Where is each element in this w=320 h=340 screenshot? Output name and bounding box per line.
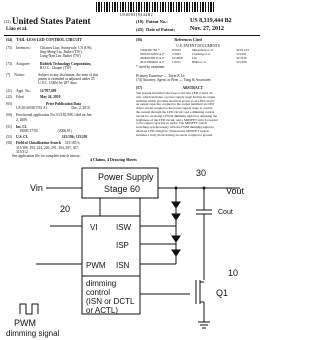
- int-year: (2006.01): [57, 129, 72, 134]
- examiner-label: Primary Examiner: [136, 73, 163, 78]
- claims-line: 4 Claims, 4 Drawing Sheets: [90, 157, 137, 162]
- prior-heading: Prior Publication Data: [46, 102, 81, 107]
- refs-subheading: U.S. PATENT DOCUMENTS: [176, 44, 220, 48]
- reference-name: Clauberg et al.: [192, 52, 211, 56]
- notice-3: U.S.C. 154(b) by 287 days.: [38, 81, 78, 86]
- abstract-line: alleviate LED afterglow. Wherein the MOSFET switch: [136, 128, 209, 133]
- pin-pwm: PWM: [86, 261, 106, 270]
- patent-no-code: (10): [136, 19, 144, 24]
- patent-no: US 8,319,444 B2: [190, 18, 232, 24]
- field-value-1: 315/185 S,: [64, 141, 81, 146]
- refs-list: [136, 48, 260, 63]
- reference-date: 9/2010: [172, 48, 181, 53]
- abstract-line: circuit for receiving a PWM dimming signal for adjusting the: [136, 113, 218, 118]
- inventors-label: Inventors:: [16, 46, 31, 50]
- field-value-3: 315/312: [16, 149, 28, 154]
- power-supply-label-2: Stage 60: [104, 184, 141, 194]
- barcode: [96, 2, 216, 12]
- label-10: 10: [228, 268, 239, 278]
- assignee-code: (73): [6, 61, 12, 66]
- related-1: Provisional application No. 61/182,908, filed on Jun.: [16, 113, 93, 118]
- country-code: (12): [4, 19, 11, 24]
- field-note: See application file for complete search history.: [12, 154, 81, 159]
- prior-date: Dec. 2, 2010: [71, 106, 90, 111]
- pin-isw: ISW: [116, 223, 132, 232]
- uscl-label: U.S. Cl.: [16, 135, 28, 140]
- patent-no-label: Patent No.:: [146, 19, 168, 24]
- reference-no: 2008/0238533 A1*: [140, 55, 165, 60]
- appl-code: (21): [6, 88, 12, 93]
- barcode-number: US008319444B2: [120, 12, 153, 17]
- abstract-line: switching synchronously with the PWM dimming signal to: [136, 125, 214, 130]
- notice-1: Subject to any disclaimer, the term of this: [38, 73, 99, 78]
- field-label: Field of Classification Search: [16, 141, 61, 146]
- inventor-1: Chiawei Liao, Sunnyvale, CA (US);: [40, 46, 92, 50]
- date-code: (45): [136, 27, 144, 32]
- reference-cls: 363/21.03: [236, 48, 249, 53]
- patent-date: Nov. 27, 2012: [190, 26, 225, 32]
- reference-date: 10/2008: [172, 55, 183, 60]
- abstract-heading: ABSTRACT: [182, 86, 204, 90]
- pwm-signal-label-1: PWM: [14, 318, 36, 328]
- patent-title: United States Patent: [12, 16, 91, 26]
- appl-label: Appl. No.:: [16, 88, 32, 93]
- abstract-code: (57): [136, 86, 143, 90]
- reference-cls: 315/186: [236, 59, 247, 64]
- reference-name: Shteynberg et al.: [192, 48, 214, 53]
- label-20: 20: [60, 204, 71, 214]
- related-2: 2, 2009.: [16, 117, 28, 122]
- prior-code: (65): [6, 102, 12, 107]
- notice-label: Notice:: [14, 73, 25, 78]
- cout-label: Cout: [218, 209, 233, 216]
- abstract-line: terminal which provides electrical power to an LED circuit;: [136, 98, 215, 103]
- right-column: [136, 38, 260, 138]
- filed-code: (22): [6, 94, 12, 99]
- power-supply-label-1: Power Supply: [98, 172, 154, 182]
- abstract-line: brightness of the LED circuit, and a MOSFET switch coupled: [136, 117, 218, 122]
- uscl-value: 315/186; 315/291: [61, 135, 88, 140]
- related-code: (60): [6, 113, 12, 118]
- invention-title: TAIL-LESS LED CONTROL CIRCUIT: [16, 38, 82, 42]
- vout-node-2: [203, 187, 206, 190]
- dimming-label-3: (ISN or DCTL: [86, 297, 135, 306]
- led-1: [172, 202, 180, 208]
- left-column: [6, 38, 130, 158]
- reference-date: 7/2003: [172, 52, 181, 56]
- q1-label: Q1: [216, 288, 229, 298]
- reference-name: Blaha et al.: [192, 59, 207, 64]
- reference-no: 2003/0122502 A1*: [140, 52, 165, 56]
- abstract-line: an output capacitor coupled to the output terminal; an LED: [136, 102, 214, 107]
- pin-vi: VI: [90, 223, 98, 232]
- refs-heading: References Cited: [174, 38, 202, 42]
- field-code: (58): [6, 141, 12, 146]
- abstract-line: The present invention discloses a tail-less LED control cir-: [136, 91, 214, 95]
- inventor-short: Liao et al.: [6, 27, 28, 32]
- appl-no: 12/707,599: [40, 88, 57, 93]
- reference-cls: 327/536: [236, 55, 247, 60]
- assignee-label: Assignee:: [16, 61, 31, 66]
- reference-cls: 315/291: [236, 52, 247, 56]
- abstract-body: [136, 92, 260, 138]
- pwm-signal-label-2: dimming signal: [6, 329, 60, 338]
- vin-label: Vin: [30, 183, 43, 193]
- reference-no: 7,804,697 B2 *: [140, 48, 160, 53]
- label-30: 30: [196, 168, 207, 178]
- date-label: Date of Patent:: [146, 27, 175, 32]
- dimming-label-1: dimming: [86, 279, 117, 288]
- examiner-name: — Tuyet K Le: [163, 73, 185, 78]
- pin-isp: ISP: [116, 241, 129, 250]
- reference-date: 1/2011: [172, 59, 181, 64]
- led-3: [172, 236, 180, 242]
- circuit-figure: [0, 164, 264, 340]
- refs-code: (56): [136, 38, 143, 42]
- prior-pub: US 2010/0301762 A1: [16, 106, 48, 111]
- title-code: (54): [6, 38, 13, 42]
- reference-name: Lin: [192, 55, 197, 60]
- vout-label: Vout: [226, 186, 245, 196]
- filed-date: May 26, 2010: [40, 94, 61, 99]
- abstract-line: to the output capacitor in series. The MOSFET switch: [136, 121, 208, 126]
- reference-no: 2011/0006691 A1*: [140, 59, 165, 64]
- dimming-label-2: control: [86, 288, 111, 297]
- led-4: [172, 250, 180, 256]
- vout-node-1: [175, 187, 178, 190]
- abstract-line: cuit, which includes: a power supply stage having an output: [136, 94, 215, 99]
- header-rule: [4, 35, 260, 36]
- abstract-line: driver circuit coupled to the power supply stage to control: [136, 106, 213, 111]
- dimming-label-4: or ACTL): [86, 306, 119, 315]
- field-value-2: 315/186, 193, 224, 226, 291, 294, 297, 307,: [16, 145, 79, 150]
- notice-2: patent is extended or adjusted under 35: [38, 77, 95, 82]
- int-code: (51): [6, 124, 12, 129]
- reference-row: [136, 60, 260, 64]
- uscl-code: (52): [6, 135, 12, 140]
- filed-label: Filed:: [16, 94, 25, 99]
- cited-by: * cited by examiner: [136, 65, 165, 70]
- pwm-waveform: [20, 304, 38, 314]
- inventor-2: Jing-Meng Liu, Jhubei (TW);: [40, 50, 83, 55]
- inventor-3: Lung-Nan Lin, Jhubei (TW): [40, 54, 81, 59]
- led-2: [172, 214, 180, 220]
- assignee-1: Richtek Technology Corporation,: [40, 61, 92, 66]
- int-label: Int. Cl.: [16, 124, 27, 129]
- attorney: (74) Attorney, Agent, or Firm — Tung & Associates: [136, 77, 211, 82]
- assignee-2: R.O.C., Chupei (TW): [40, 65, 72, 70]
- pin-isn: ISN: [116, 261, 130, 270]
- int-class: H05B 37/00: [20, 129, 38, 134]
- abstract-line: the current through the LED circuit; and a dimming control: [136, 109, 215, 114]
- notice-code: (*): [6, 73, 11, 78]
- abstract-line: includes a body diode having an anode coupled to ground.: [136, 132, 213, 137]
- inventors-code: (75): [6, 46, 12, 50]
